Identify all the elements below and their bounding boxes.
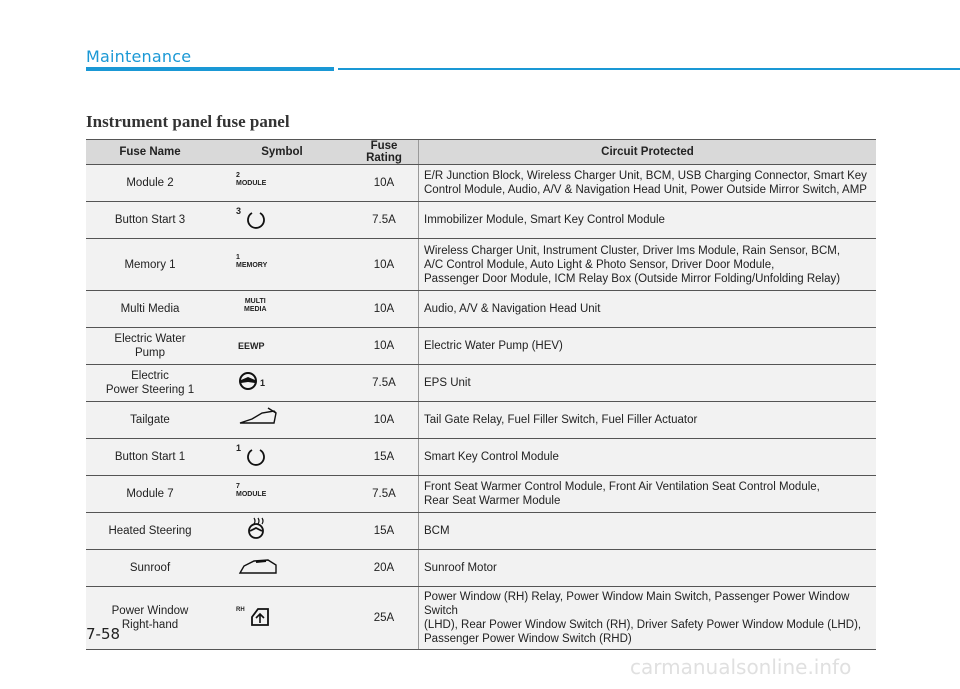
fuse-name (86, 365, 214, 402)
circuit-protected (419, 165, 877, 202)
table-header-row (86, 140, 876, 165)
circuit-protected (419, 476, 877, 513)
fuse-name (86, 291, 214, 328)
fuse-name-line: Multi Media (120, 303, 180, 315)
header-rule-thick (86, 67, 334, 71)
power-button-glyph (242, 444, 272, 470)
fuse-rating: 25A (350, 587, 419, 650)
fuse-name (86, 402, 214, 439)
fuse-symbol (214, 587, 350, 650)
table-row (86, 328, 876, 365)
fuse-symbol (214, 365, 350, 402)
circuit-line: Audio, A/V & Navigation Head Unit (424, 303, 601, 315)
table-row (86, 291, 876, 328)
fuse-rating: 10A (350, 239, 419, 291)
circuit-protected (419, 328, 877, 365)
circuit-protected (419, 550, 877, 587)
symbol-text (244, 298, 267, 314)
circuit-protected (419, 365, 877, 402)
symbol-superscript: 1 (236, 253, 240, 261)
table-row (86, 402, 876, 439)
multimedia-icon (236, 294, 296, 320)
fuse-name-line: Memory 1 (124, 258, 176, 271)
fuse-table (86, 139, 876, 650)
fuse-name-line: Tailgate (130, 414, 170, 426)
module-7-icon (236, 479, 296, 505)
eewp-icon (236, 331, 296, 357)
fuse-name (86, 476, 214, 513)
table-row (86, 365, 876, 402)
circuit-line: BCM (424, 525, 450, 537)
start-button-1-icon (236, 442, 296, 468)
fuse-symbol (214, 439, 350, 476)
fuse-symbol (214, 402, 350, 439)
symbol-superscript: 1 (236, 443, 242, 453)
circuit-line: E/R Junction Block, Wireless Charger Unit, BCM, USB Charging Connector, Smart Key (424, 170, 867, 182)
circuit-line: Passenger Power Window Switch (RHD) (424, 633, 632, 645)
fuse-name (86, 202, 214, 239)
watermark: carmanualsonline.info (630, 655, 852, 679)
power-window-rh-icon (236, 603, 296, 629)
symbol-text-line: MEDIA (244, 306, 267, 313)
fuse-rating: 20A (350, 550, 419, 587)
circuit-protected (419, 513, 877, 550)
circuit-line: Sunroof Motor (424, 562, 497, 574)
circuit-line: Control Module, Audio, A/V & Navigation Head Unit, Power Outside Mirror Switch, AMP (424, 184, 867, 196)
steering-wheel-glyph (238, 368, 278, 394)
circuit-protected (419, 587, 877, 650)
fuse-rating: 7.5A (350, 202, 419, 239)
fuse-rating: 10A (350, 291, 419, 328)
power-steering-icon (236, 368, 296, 394)
symbol-text: MEMORY (236, 261, 268, 269)
fuse-name-line: Electric (131, 370, 169, 382)
fuse-symbol (214, 550, 350, 587)
table-row (86, 513, 876, 550)
col-circuit-protected: Circuit Protected (419, 140, 877, 165)
fuse-name-line: Heated Steering (108, 525, 192, 537)
tailgate-icon (236, 405, 296, 431)
fuse-rating: 7.5A (350, 365, 419, 402)
symbol-superscript: 3 (236, 206, 242, 216)
circuit-line: Smart Key Control Module (424, 451, 559, 463)
symbol-text: EEWP (238, 341, 265, 351)
fuse-name-line: Button Start 1 (114, 451, 186, 463)
table-row (86, 165, 876, 202)
circuit-line: A/C Control Module, Auto Light & Photo Sensor, Driver Door Module, (424, 258, 775, 271)
fuse-rating: 10A (350, 328, 419, 365)
col-fuse-rating: Fuse Rating (350, 140, 419, 165)
fuse-symbol (214, 291, 350, 328)
table-row (86, 202, 876, 239)
page-title: Instrument panel fuse panel (86, 112, 290, 131)
circuit-line: EPS Unit (424, 377, 471, 389)
circuit-line: Power Window (RH) Relay, Power Window Main Switch, Passenger Power Window Switch (424, 591, 850, 617)
table-row (86, 587, 876, 650)
fuse-symbol (214, 239, 350, 291)
circuit-protected (419, 402, 877, 439)
fuse-symbol (214, 165, 350, 202)
fuse-name (86, 239, 214, 291)
fuse-symbol (214, 476, 350, 513)
fuse-name (86, 439, 214, 476)
circuit-line: Front Seat Warmer Control Module, Front Air Ventilation Seat Control Module, (424, 481, 820, 493)
table-row (86, 550, 876, 587)
sunroof-icon (236, 553, 296, 579)
circuit-line: Passenger Door Module, ICM Relay Box (Outside Mirror Folding/Unfolding Relay) (424, 272, 841, 285)
circuit-protected (419, 291, 877, 328)
fuse-name (86, 165, 214, 202)
heated-steering-icon (236, 516, 296, 542)
memory-1-icon (236, 250, 296, 276)
table-row (86, 439, 876, 476)
car-tailgate-glyph (238, 405, 282, 431)
fuse-name-line: Module 2 (126, 177, 174, 189)
symbol-superscript: 7 (236, 483, 240, 490)
car-sunroof-glyph (238, 553, 282, 579)
power-button-glyph (242, 207, 272, 233)
fuse-name-line: Module 7 (126, 488, 174, 500)
circuit-protected (419, 202, 877, 239)
fuse-rating: 10A (350, 402, 419, 439)
fuse-rating: 15A (350, 439, 419, 476)
fuse-name-line: Sunroof (129, 562, 171, 574)
circuit-protected (419, 439, 877, 476)
table-row (86, 476, 876, 513)
fuse-name-line: Right-hand (121, 619, 179, 631)
circuit-line: (LHD), Rear Power Window Switch (RH), Driver Safety Power Window Module (LHD), (424, 619, 862, 631)
fuse-name-line: Electric Water (114, 333, 186, 345)
circuit-line: Electric Water Pump (HEV) (424, 340, 563, 352)
start-button-3-icon (236, 205, 296, 231)
symbol-text-line: MULTI (244, 298, 266, 305)
circuit-line: Wireless Charger Unit, Instrument Cluster, Driver Ims Module, Rain Sensor, BCM, (424, 244, 841, 257)
col-symbol: Symbol (214, 140, 350, 165)
fuse-rating: 7.5A (350, 476, 419, 513)
circuit-line: Tail Gate Relay, Fuel Filler Switch, Fuel Filler Actuator (424, 414, 698, 426)
symbol-superscript: 2 (236, 172, 240, 179)
circuit-line: Rear Seat Warmer Module (424, 495, 561, 507)
fuse-name-line: Power Steering 1 (105, 384, 195, 396)
fuse-symbol (214, 328, 350, 365)
fuse-rating: 10A (350, 165, 419, 202)
section-header: Maintenance (86, 47, 192, 66)
circuit-protected (419, 239, 877, 291)
fuse-name-line: Power Window (111, 605, 189, 617)
fuse-symbol (214, 513, 350, 550)
col-fuse-name: Fuse Name (86, 140, 214, 165)
fuse-name-line: Button Start 3 (114, 214, 186, 226)
symbol-superscript: RH (236, 607, 245, 613)
fuse-name (86, 550, 214, 587)
fuse-name (86, 328, 214, 365)
symbol-superscript: 1 (260, 378, 266, 388)
fuse-rating: 15A (350, 513, 419, 550)
heated-steering-glyph (246, 516, 276, 542)
header-rule-thin (338, 68, 960, 70)
fuse-symbol (214, 202, 350, 239)
fuse-name (86, 513, 214, 550)
module-2-icon (236, 168, 296, 194)
table-row (86, 239, 876, 291)
fuse-name-line: Pump (134, 347, 166, 359)
symbol-text: MODULE (236, 491, 267, 498)
symbol-text: MODULE (236, 180, 267, 187)
page-number: 7-58 (86, 625, 121, 643)
window-glyph (250, 605, 280, 631)
circuit-line: Immobilizer Module, Smart Key Control Module (424, 214, 665, 226)
